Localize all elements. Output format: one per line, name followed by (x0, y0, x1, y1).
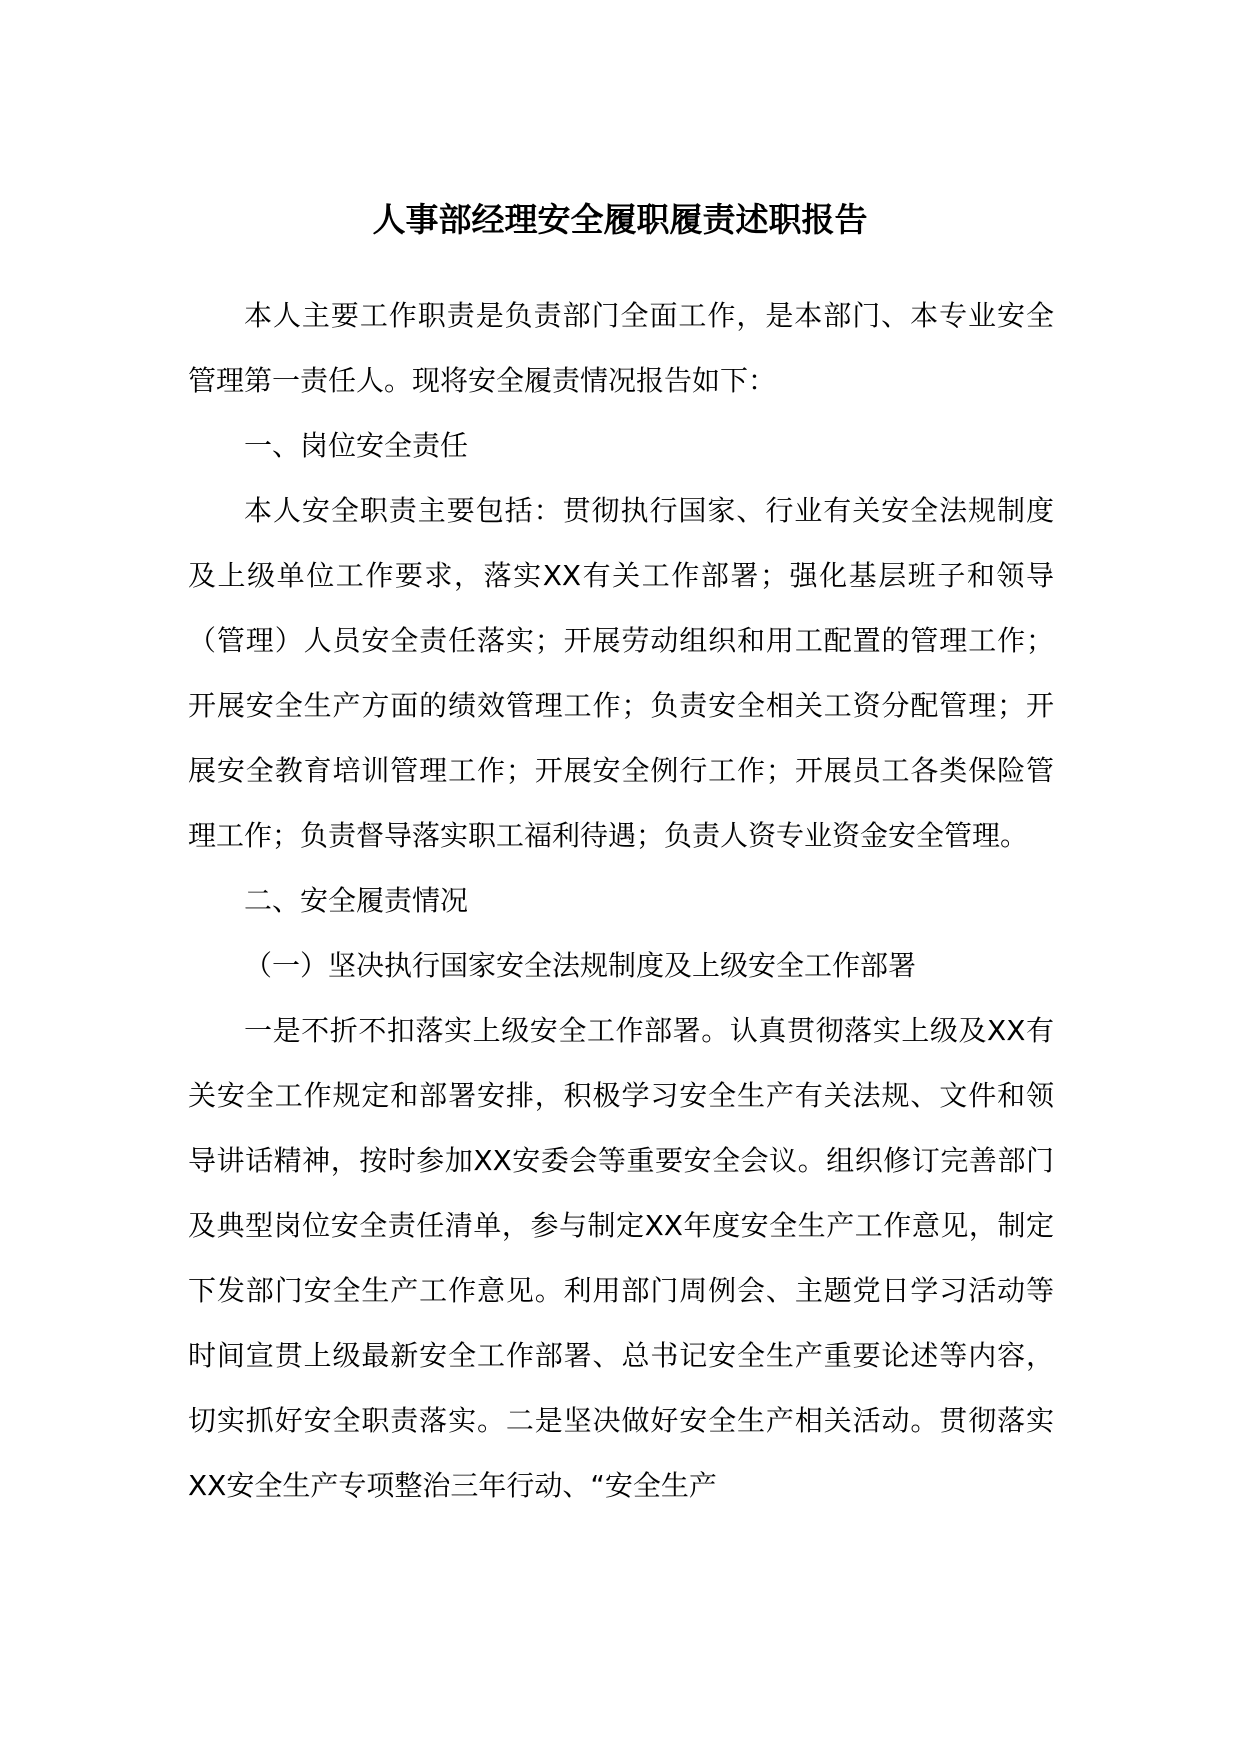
paragraph-implementation: 一是不折不扣落实上级安全工作部署。认真贯彻落实上级及XX有关安全工作规定和部署安排，积极学习安全生产有关法规、文件和领导讲话精神，按时参加XX安委会等重要安全会议。组织修订完善部门及典型岗位安全责任清单，参与制定XX年度安全生产工作意见，制定下发部门安全生产工作意见。利用部门周例会、主题党日学习活动等时间宣贯上级最新安全工作部署、总书记安全生产重要论述等内容，切实抓好安全职责落实。二是坚决做好安全生产相关活动。贯彻落实XX安全生产专项整治三年行动、“安全生产 (188, 1014, 1054, 1502)
document-title: 人事部经理安全履职履责述职报告 (372, 200, 868, 239)
heading-section-2: 二、安全履责情况 (244, 884, 469, 917)
paragraph-intro: 本人主要工作职责是负责部门全面工作，是本部门、本专业安全管理第一责任人。现将安全履责情况报告如下： (188, 299, 1054, 397)
heading-subsection-1: （一）坚决执行国家安全法规制度及上级安全工作部署 (244, 949, 917, 982)
heading-section-1: 一、岗位安全责任 (244, 429, 469, 462)
document-body (188, 283, 1054, 1518)
paragraph-responsibilities: 本人安全职责主要包括：贯彻执行国家、行业有关安全法规制度及上级单位工作要求，落实XX有关工作部署；强化基层班子和领导（管理）人员安全责任落实；开展劳动组织和用工配置的管理工作；开展安全生产方面的绩效管理工作；负责安全相关工资分配管理；开展安全教育培训管理工作；开展安全例行工作；开展员工各类保险管理工作；负责督导落实职工福利待遇；负责人资专业资金安全管理。 (188, 494, 1054, 852)
